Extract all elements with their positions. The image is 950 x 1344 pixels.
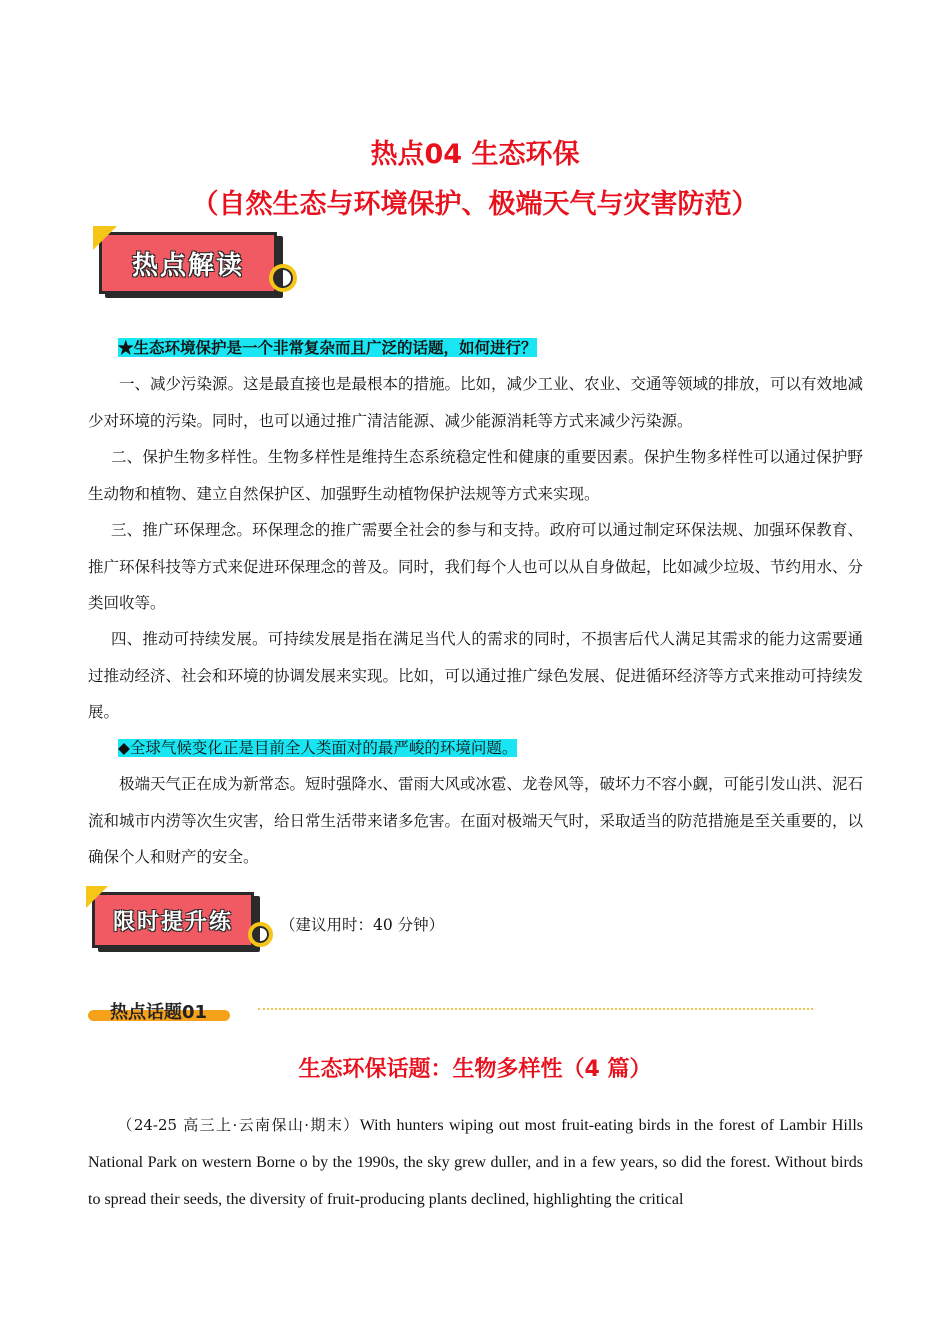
reading-passage: [88, 1107, 863, 1218]
ring-icon: [248, 922, 273, 947]
corner-triangle-icon: [86, 886, 108, 908]
section-subtitle: 生态环保话题：生物多样性（4 篇）: [298, 1057, 652, 1082]
paragraph-4: 四、推动可持续发展。可持续发展是指在满足当代人的需求的同时，不损害后代人满足其需求的能力这需要通过推动经济、社会和环境的协调发展来实现。比如，可以通过推广绿色发展、促进循环经济等方式来推动可持续发展。: [88, 630, 864, 721]
paragraph-2: 二、保护生物多样性。生物多样性是维持生态系统稳定性和健康的重要因素。保护生物多样性可以通过保护野生动物和植物、建立自然保护区、加强野生动植物保护法规等方式来实现。: [88, 448, 863, 503]
timed-practice-badge: [88, 888, 273, 956]
passage-text: With hunters wiping out most fruit-eating birds in the forest of Lambir Hills National Park on western Borne o by the 1990s, the sky grew duller, and in a few years, so did the forest. Without birds to spread their seeds, the diversity of fruit-producing plants declined, highlighting the critical: [88, 1117, 863, 1208]
topic-tag-label: 热点话题01: [110, 1002, 208, 1023]
suggested-time: （建议用时：40 分钟）: [280, 916, 445, 934]
highlighted-text-2: ◆全球气候变化正是目前全人类面对的最严峻的环境问题。: [118, 739, 518, 757]
highlight-statement: [88, 730, 863, 767]
highlight-question: [88, 330, 863, 367]
corner-triangle-icon: [93, 226, 117, 250]
passage-source: （24-25 高三上·云南保山·期末）: [116, 1116, 360, 1134]
paragraph-3: 三、推广环保理念。环保理念的推广需要全社会的参与和支持。政府可以通过制定环保法规、加强环保教育、推广环保科技等方式来促进环保理念的普及。同时，我们每个人也可以从自身做起，比如减少垃圾、节约用水、分类回收等。: [88, 521, 864, 612]
paragraph-1: 一、减少污染源。这是最直接也是最根本的措施。比如，减少工业、农业、交通等领域的排放，可以有效地减少对环境的污染。同时，也可以通过推广清洁能源、减少能源消耗等方式来减少污染源。: [88, 375, 864, 430]
document-title: 热点04 生态环保: [370, 139, 580, 170]
divider: [258, 1008, 813, 1010]
document-subtitle: （自然生态与环境保护、极端天气与灾害防范）: [191, 189, 759, 220]
paragraph-5: 极端天气正在成为新常态。短时强降水、雷雨大风或冰雹、龙卷风等，破坏力不容小觑，可能引发山洪、泥石流和城市内涝等次生灾害，给日常生活带来诸多危害。在面对极端天气时，采取适当的防范措施是至关重要的，以确保个人和财产的安全。: [88, 775, 864, 866]
badge-label-2: 限时提升练: [92, 892, 254, 948]
highlighted-text: ★生态环境保护是一个非常复杂而且广泛的话题，如何进行？: [118, 338, 537, 357]
badge-label: 热点解读: [99, 232, 277, 294]
ring-icon: [269, 264, 297, 292]
hotspot-analysis-badge: [95, 228, 295, 303]
